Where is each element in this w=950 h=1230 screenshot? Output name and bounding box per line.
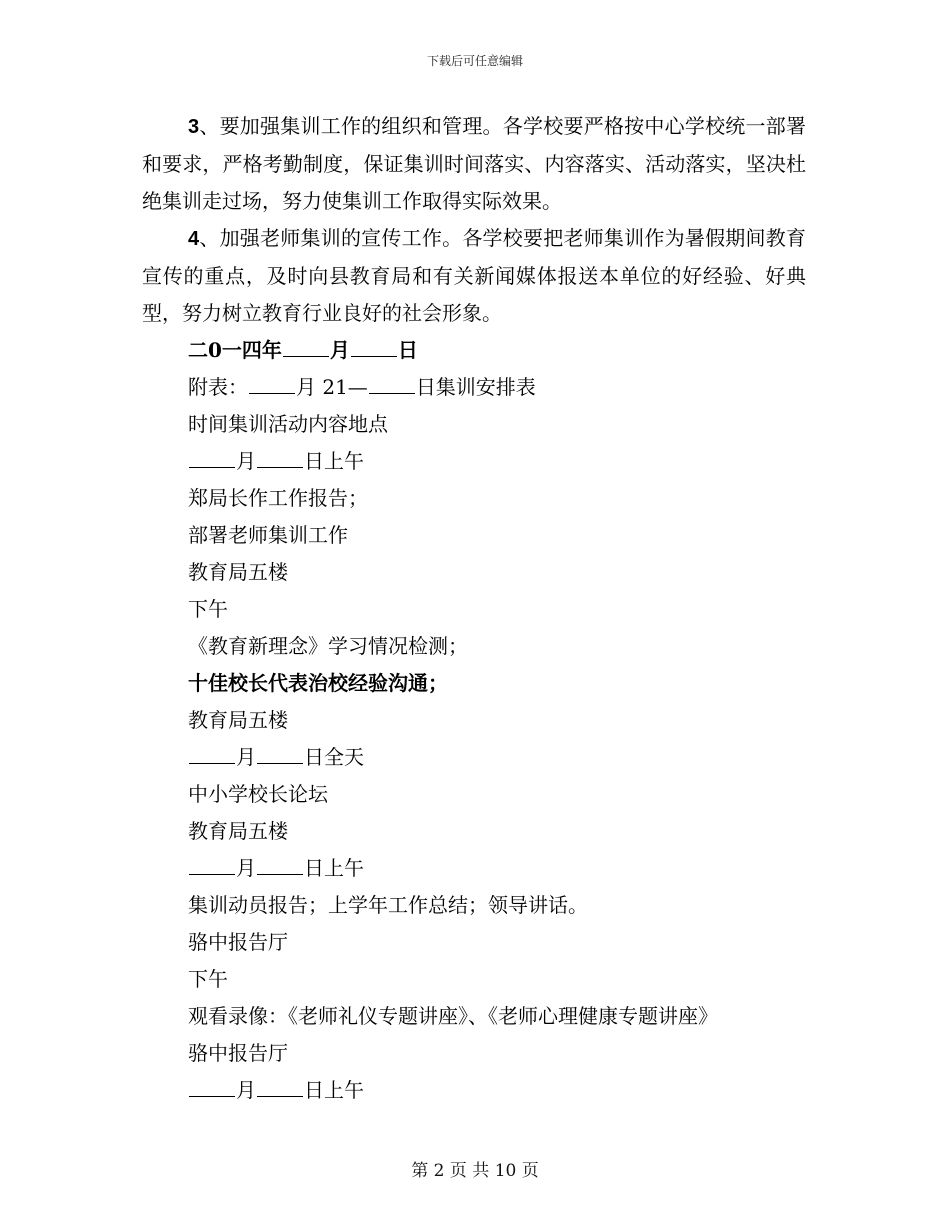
month-char: 月 [236, 449, 256, 473]
schedule-line: 《教育新理念》学习情况检测； [188, 634, 468, 658]
page-header-note: 下载后可任意编辑 [426, 54, 523, 68]
date-line [142, 332, 806, 369]
schedule-line: 骆中报告厅 [188, 930, 288, 954]
schedule-date-line [142, 739, 806, 776]
schedule-line: 郑局长作工作报告； [188, 486, 368, 510]
schedule-line: 观看录像：《老师礼仪专题讲座》、《老师心理健康专题讲座》 [188, 1004, 718, 1028]
schedule-date-line [142, 850, 806, 887]
blank-field [369, 373, 415, 394]
blank-field [257, 854, 303, 875]
appendix-mid: 月 21— [296, 375, 368, 399]
schedule-line: 教育局五楼 [188, 560, 288, 584]
month-char: 月 [236, 856, 256, 880]
schedule-line: 部署老师集训工作 [188, 523, 348, 547]
paragraph-text: 、要加强集训工作的组织和管理。各学校要严格按中心学校统一部署和要求，严格考勤制度，保证集训时间落实、内容落实、活动落实，坚决杜绝集训走过场，努力使集训工作取得实际效果。 [142, 114, 806, 213]
page-number-footer: 第 2 页 共 10 页 [411, 1161, 539, 1181]
day-time: 日上午 [304, 856, 364, 880]
schedule-line-bold: 十佳校长代表治校经验沟通； [188, 671, 448, 695]
blank-field [257, 1076, 303, 1097]
schedule-line: 中小学校长论坛 [188, 782, 328, 806]
schedule-line: 下午 [188, 967, 228, 991]
blank-field [189, 1076, 235, 1097]
item-number: 4 [188, 228, 200, 250]
date-month: 月 [329, 338, 350, 362]
blank-day [351, 336, 397, 357]
blank-field [249, 373, 295, 394]
blank-month [283, 336, 329, 357]
appendix-suffix: 日集训安排表 [415, 375, 536, 399]
date-day: 日 [397, 338, 418, 362]
schedule-date-line [142, 1072, 806, 1109]
schedule-line: 骆中报告厅 [188, 1041, 288, 1065]
paragraph-item-3 [142, 108, 806, 220]
paragraph-text: 、加强老师集训的宣传工作。各学校要把老师集训作为暑假期间教育宣传的重点，及时向县教育局和有关新闻媒体报送本单位的好经验、好典型，努力树立教育行业良好的社会形象。 [142, 226, 806, 325]
day-time: 日全天 [304, 745, 364, 769]
schedule-date-line [142, 443, 806, 480]
appendix-title [142, 369, 806, 406]
schedule-line: 集训动员报告；上学年工作总结；领导讲话。 [188, 893, 588, 917]
blank-field [189, 854, 235, 875]
date-year: 二0一四年 [188, 338, 282, 362]
blank-field [257, 743, 303, 764]
day-time: 日上午 [304, 1078, 364, 1102]
paragraph-item-4 [142, 220, 806, 332]
blank-field [189, 743, 235, 764]
blank-field [257, 447, 303, 468]
appendix-prefix: 附表： [188, 375, 248, 399]
item-number: 3 [188, 116, 200, 138]
schedule-line: 下午 [188, 597, 228, 621]
document-body [142, 108, 806, 1109]
blank-field [189, 447, 235, 468]
table-header-line: 时间集训活动内容地点 [188, 412, 388, 436]
schedule-line: 教育局五楼 [188, 819, 288, 843]
schedule-line: 教育局五楼 [188, 708, 288, 732]
month-char: 月 [236, 1078, 256, 1102]
day-time: 日上午 [304, 449, 364, 473]
month-char: 月 [236, 745, 256, 769]
